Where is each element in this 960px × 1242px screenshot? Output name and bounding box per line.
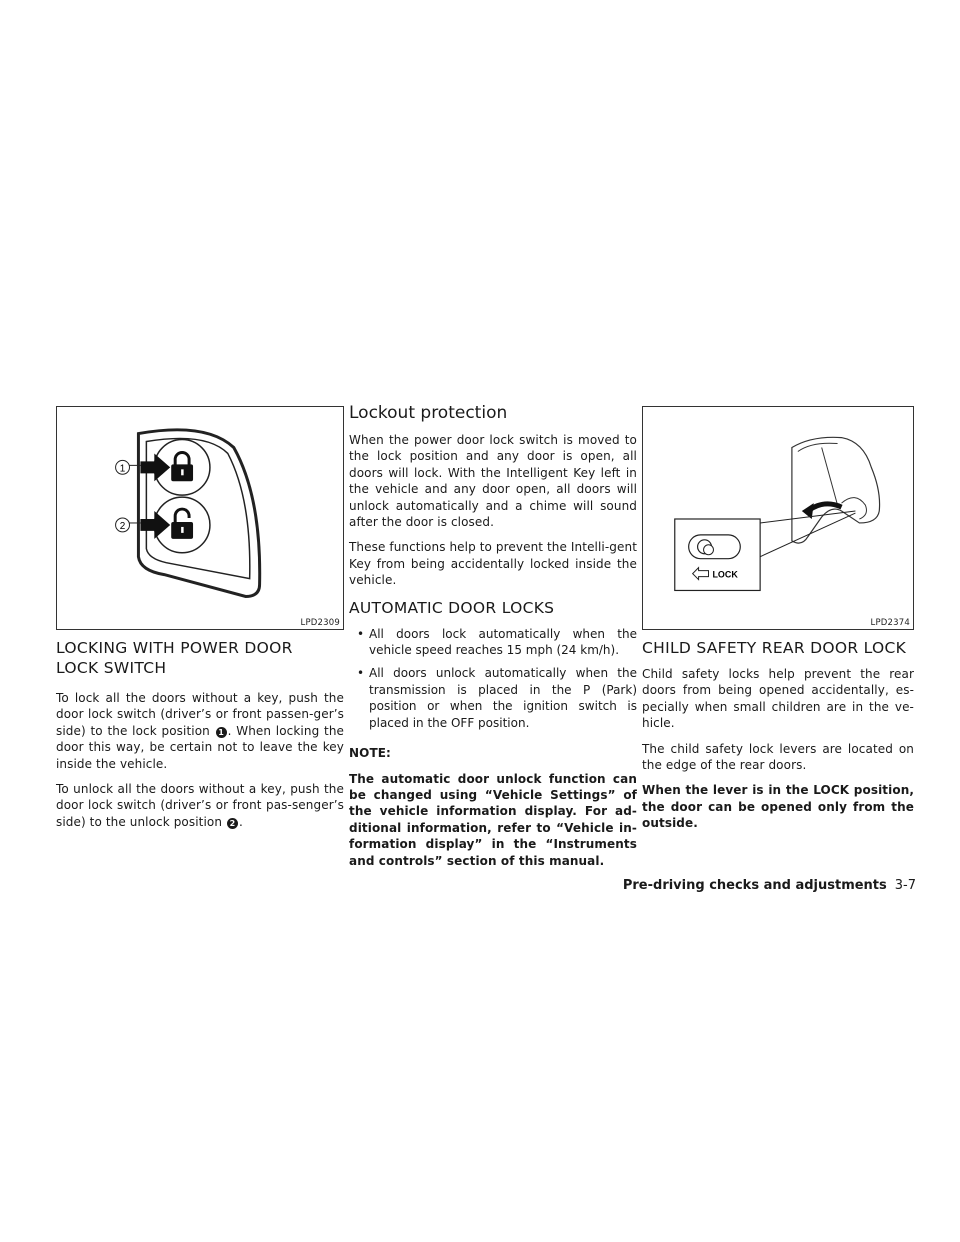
warning-text: When the lever is in the LOCK position, the door can be opened only from the outside.: [642, 783, 914, 831]
callout-1-marker: 1: [216, 727, 227, 738]
figure-code: LPD2309: [300, 618, 340, 628]
paragraph: When the power door lock switch is moved to the lock position and any door is open, all doors will lock. With the Intelligent Key left in the vehicle and any door open, all doors will unlock automatically and a chime will sound after the door is closed.: [349, 433, 637, 530]
section-heading: CHILD SAFETY REAR DOOR LOCK: [642, 639, 907, 657]
paragraph: To lock all the doors without a key, push the door lock switch (driver’s or front passen-ger’s side) to the lock position 1 . When locking the door this way, be certain not to leave the key inside the vehicle.: [56, 691, 345, 771]
footer-section-title: Pre-driving checks and adjustments: [622, 878, 887, 893]
door-lock-switch-figure: [56, 406, 344, 630]
column-right: [642, 406, 914, 841]
lock-label: LOCK: [712, 569, 738, 580]
bullet-list: [349, 626, 637, 731]
page-footer: [623, 878, 916, 893]
note-text: The automatic door unlock function can be changed using “Vehicle Settings” of the vehicle information display. For ad-ditional information, refer to “Vehicle in-formation display” in the “Instruments and controls” section of this manual.: [349, 771, 637, 868]
note-label: NOTE:: [349, 746, 391, 761]
list-item: • All doors lock automatically when the vehicle speed reaches 15 mph (24 km/h).: [349, 626, 637, 659]
arrow-2-icon: [140, 511, 170, 539]
section-heading: LOCKING WITH POWER DOOR LOCK SWITCH: [56, 639, 293, 677]
child-safety-lock-illustration: [643, 407, 913, 629]
child-safety-lock-figure: [642, 406, 914, 630]
list-item: • All doors unlock automatically when the transmission is placed in the P (Park) position or when the ignition switch is placed in the OFF position.: [349, 665, 637, 731]
callout-1: 1: [119, 463, 126, 475]
paragraph: These functions help to prevent the Intelli-gent Key from being accidentally locked inside the vehicle.: [349, 540, 637, 588]
column-middle: [349, 402, 637, 878]
arrow-1-icon: [140, 453, 170, 481]
paragraph: To unlock all the doors without a key, push the door lock switch (driver’s or front pas-senger’s side) to the unlock position 2 .: [56, 782, 344, 829]
subheading: Lockout protection: [349, 403, 508, 423]
section-heading: AUTOMATIC DOOR LOCKS: [349, 598, 555, 617]
paragraph: The child safety lock levers are located on the edge of the rear doors.: [642, 741, 914, 773]
page-number: 3-7: [894, 878, 916, 893]
callout-2: 2: [119, 520, 126, 532]
paragraph: Child safety locks help prevent the rear doors from being opened accidentally, es-pecially when small children are in the ve-hicle.: [642, 667, 914, 731]
lock-icon: [171, 452, 193, 481]
unlock-icon: [171, 509, 193, 539]
door-lock-switch-illustration: [57, 407, 343, 629]
callout-2-marker: 2: [227, 818, 238, 829]
figure-code: LPD2374: [870, 618, 910, 628]
column-left: [56, 406, 344, 839]
